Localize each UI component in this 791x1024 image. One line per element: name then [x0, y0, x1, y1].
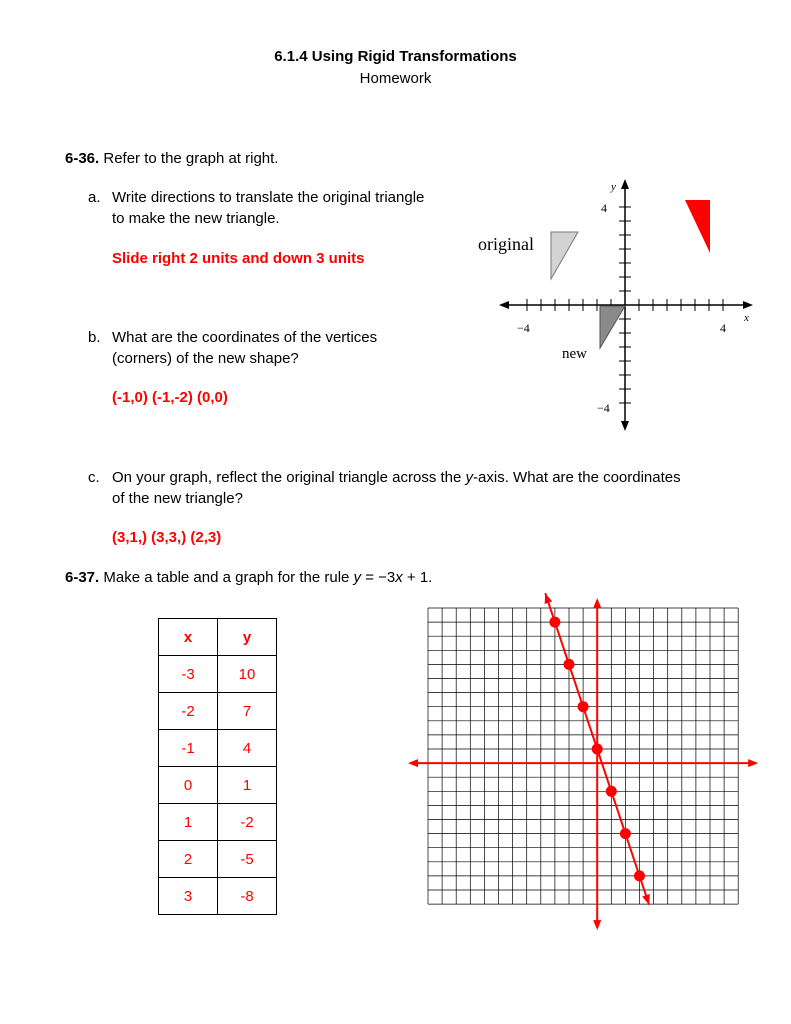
table-row	[159, 656, 277, 693]
part-c-text: On your graph, reflect the original triangle across the	[112, 469, 466, 486]
table-row	[159, 841, 277, 878]
table-cell-y: -8	[218, 878, 277, 915]
table-cell-x: -2	[159, 693, 218, 730]
grid	[428, 608, 738, 904]
series-line-arrow-start	[545, 593, 553, 604]
problem-prompt: Refer to the graph at right.	[103, 150, 279, 167]
data-point	[634, 870, 645, 881]
label-original: original	[478, 234, 534, 254]
part-b-letter: b.	[88, 329, 101, 346]
table-row	[159, 693, 277, 730]
y-tick-4: 4	[601, 201, 607, 215]
part-c-line2: of the new triangle?	[112, 490, 243, 507]
new-triangle	[600, 306, 625, 348]
data-point	[592, 744, 603, 755]
label-new: new	[562, 346, 587, 362]
part-b-line1: What are the coordinates of the vertices	[112, 329, 378, 346]
table-cell-x: 3	[159, 878, 218, 915]
part-b-line2: (corners) of the new shape?	[112, 350, 299, 367]
table-row	[159, 804, 277, 841]
value-table	[158, 618, 277, 915]
table-cell-x: 1	[159, 804, 218, 841]
table-header-y: y	[218, 619, 277, 656]
part-b-answer: (-1,0) (-1,-2) (0,0)	[112, 389, 228, 406]
part-c-text-end: -axis. What are the coordinates	[473, 469, 681, 486]
y-axis-arrow-down	[621, 421, 629, 431]
part-c-line1	[112, 467, 681, 488]
table-row	[159, 878, 277, 915]
table-cell-y: 10	[218, 656, 277, 693]
prompt-equals: = −3	[361, 569, 396, 586]
prompt-end: + 1.	[402, 569, 433, 586]
part-a-line2: to make the new triangle.	[112, 210, 280, 227]
x-axis-arrow-left	[408, 759, 418, 767]
data-point	[578, 701, 589, 712]
y-axis-arrow-up	[621, 179, 629, 189]
data-point	[564, 659, 575, 670]
page-title: 6.1.4 Using Rigid Transformations	[274, 48, 517, 65]
table-cell-x: -1	[159, 730, 218, 767]
part-a-answer: Slide right 2 units and down 3 units	[112, 250, 365, 267]
x-tick-neg4: −4	[517, 321, 530, 335]
problem-6-37	[65, 567, 432, 588]
problem-number: 6-36.	[65, 150, 100, 167]
part-c-letter: c.	[88, 469, 100, 486]
table-cell-y: 4	[218, 730, 277, 767]
y-axis-label: y	[611, 181, 616, 193]
table-row	[159, 730, 277, 767]
table-row	[159, 767, 277, 804]
table-cell-y: -5	[218, 841, 277, 878]
part-a-line1: Write directions to translate the original triangle	[112, 189, 425, 206]
x-axis-arrow-right	[743, 301, 753, 309]
data-point	[606, 786, 617, 797]
y-axis-arrow-up	[593, 598, 601, 608]
problem-number-637: 6-37.	[65, 569, 100, 586]
table-header-row	[159, 619, 277, 656]
problem-6-36	[65, 148, 278, 169]
table-cell-x: -3	[159, 656, 218, 693]
prompt-var-x: x	[395, 569, 403, 586]
original-triangle	[551, 232, 578, 279]
y-tick-neg4: −4	[597, 401, 610, 415]
line-graph	[400, 580, 770, 940]
data-point	[620, 828, 631, 839]
prompt-var-y: y	[353, 569, 362, 586]
part-c-variable: y	[465, 469, 474, 486]
table-cell-x: 0	[159, 767, 218, 804]
reflected-triangle	[685, 200, 710, 253]
x-axis-label: x	[744, 312, 749, 324]
table-cell-y: -2	[218, 804, 277, 841]
series-line-arrow-end	[642, 894, 650, 905]
table-cell-x: 2	[159, 841, 218, 878]
y-axis-arrow-down	[593, 920, 601, 930]
page-subtitle: Homework	[359, 70, 432, 87]
table-header-x: x	[159, 619, 218, 656]
table-cell-y: 7	[218, 693, 277, 730]
part-a-letter: a.	[88, 189, 101, 206]
data-point	[549, 617, 560, 628]
x-tick-4: 4	[720, 321, 726, 335]
part-c-answer: (3,1,) (3,3,) (2,3)	[112, 529, 222, 546]
problem-637-prompt: Make a table and a graph for the rule	[103, 569, 354, 586]
x-axis-arrow-right	[748, 759, 758, 767]
x-axis-arrow-left	[499, 301, 509, 309]
table-cell-y: 1	[218, 767, 277, 804]
transformation-graph	[470, 175, 770, 435]
